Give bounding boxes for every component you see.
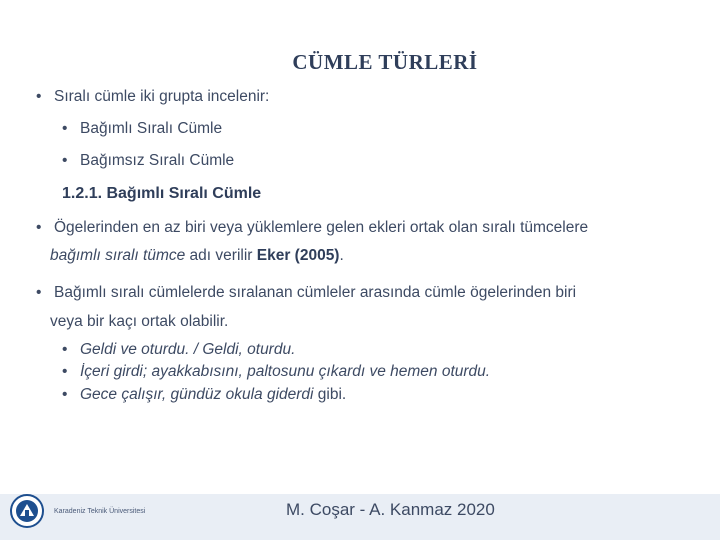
example-tail: gibi. [313, 386, 347, 403]
bullet: • [62, 152, 68, 169]
group-label: Bağımlı Sıralı Cümle [80, 120, 223, 137]
bullet: • [36, 219, 42, 236]
author-credit: M. Coşar - A. Kanmaz 2020 [286, 500, 495, 519]
definition-middle: adı verilir [185, 247, 257, 264]
university-name: Karadeniz Teknik Üniversitesi [54, 508, 146, 515]
example-text: Geldi ve oturdu. / Geldi, oturdu. [80, 341, 296, 358]
description-line-2: veya bir kaçı ortak olabilir. [50, 313, 229, 330]
university-logo-icon [10, 494, 44, 528]
term-italic: bağımlı sıralı tümce [50, 247, 186, 264]
example-item [62, 341, 295, 359]
example-item [62, 363, 490, 381]
example-text: Gece çalışır, gündüz okula giderdi [80, 386, 314, 403]
group-item [62, 120, 222, 138]
bullet: • [36, 88, 42, 105]
section-heading: 1.2.1. Bağımlı Sıralı Cümle [62, 185, 262, 202]
example-text: İçeri girdi; ayakkabısını, paltosunu çıkardı ve hemen oturdu. [80, 363, 491, 380]
definition-line-2 [50, 247, 344, 265]
example-item [62, 386, 346, 404]
definition-text: Ögelerinden en az biri veya yüklemlere gelen ekleri ortak olan sıralı tümcelere [54, 219, 589, 236]
description-line-1 [36, 284, 576, 302]
group-item [62, 152, 234, 170]
bullet: • [36, 284, 42, 301]
group-label: Bağımsız Sıralı Cümle [80, 152, 235, 169]
bullet: • [62, 386, 68, 403]
bullet: • [62, 363, 68, 380]
intro-line [36, 88, 269, 106]
description-text: Bağımlı sıralı cümlelerde sıralanan cümleler arasında cümle ögelerinden biri [54, 284, 577, 301]
bullet: • [62, 341, 68, 358]
definition-end: . [339, 247, 344, 264]
citation: Eker (2005) [256, 247, 340, 264]
bullet: • [62, 120, 68, 137]
intro-text: Sıralı cümle iki grupta incelenir: [54, 88, 270, 105]
slide-title: CÜMLE TÜRLERİ [292, 50, 478, 74]
definition-line-1 [36, 219, 588, 237]
